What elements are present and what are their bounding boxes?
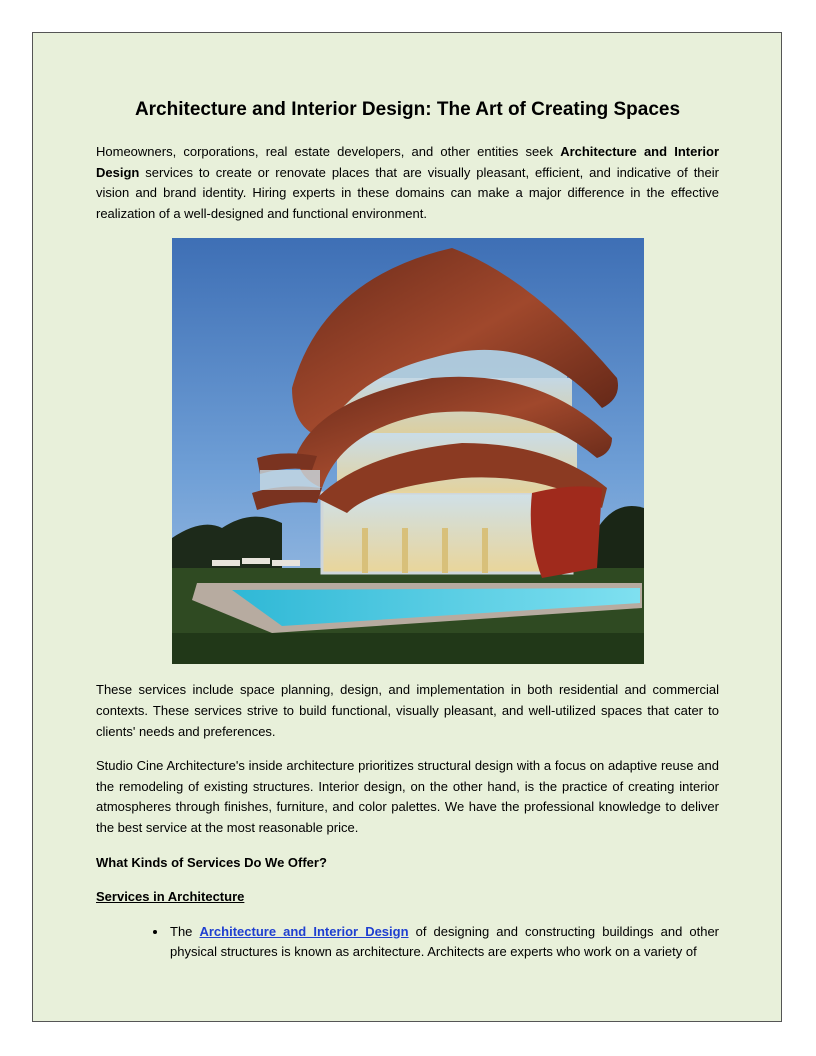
architecture-interior-link[interactable]: Architecture and Interior Design xyxy=(199,923,409,939)
architecture-services-heading: Services in Architecture xyxy=(96,889,245,905)
intro-keyword: Architecture and Interior Design xyxy=(96,144,720,180)
hero-building-image xyxy=(172,238,644,664)
studio-paragraph: Studio Cine Architecture's inside architecture prioritizes structural design with a focus on adaptive reuse and the remodeling of existing structures. Interior design, on the other hand, is the practice of creating interior atmospheres through finishes, furniture, and color palettes. We have the professional knowledge to deliver the best service at the most reasonable price. xyxy=(96,758,719,835)
list-item: • The Architecture and Interior Design of designing and constructing buildings and other physical structures is known as architecture. Architects are experts who work on a variety of xyxy=(168,922,719,963)
document-body xyxy=(96,98,719,963)
hero-image-container xyxy=(96,238,719,664)
services-overview-paragraph: These services include space planning, design, and implementation in both residential and commercial contexts. These services strive to build functional, visually pleasant, and well-utilized spaces that cater to clients' needs and preferences. xyxy=(96,682,719,739)
intro-paragraph: Homeowners, corporations, real estate developers, and other entities seek Architecture and Interior Design services to create or renovate places that are visually pleasant, efficient, and indicative of their vision and brand identity. Hiring experts in these domains can make a major difference in the effective realization of a well-designed and functional environment. xyxy=(96,144,720,221)
services-list xyxy=(96,922,719,963)
services-question-heading: What Kinds of Services Do We Offer? xyxy=(96,854,327,870)
page-title: Architecture and Interior Design: The Art of Creating Spaces xyxy=(134,99,681,120)
